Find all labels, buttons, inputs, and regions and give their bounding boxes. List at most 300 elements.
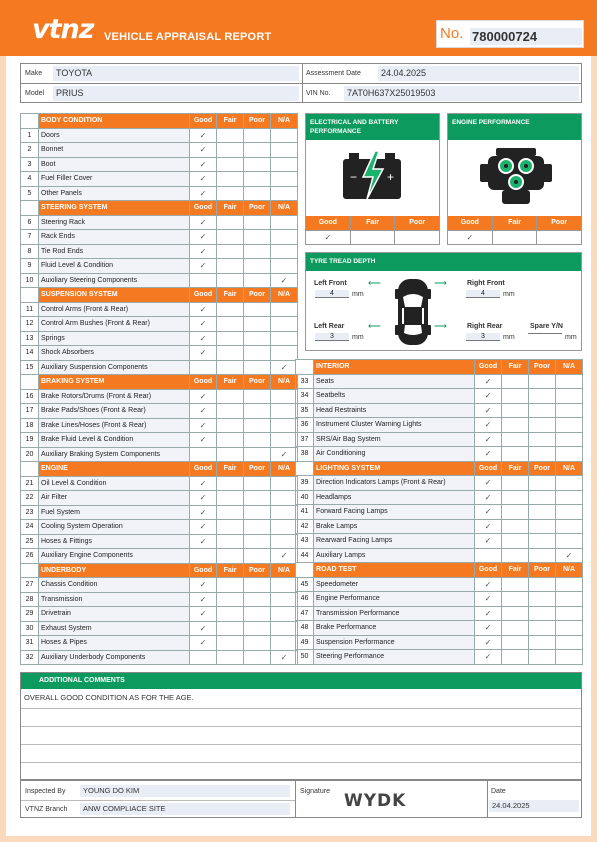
rating-checkbox-fair[interactable] — [217, 621, 244, 636]
rating-checkbox-fair[interactable] — [217, 215, 244, 230]
rating-checkbox-n-a[interactable] — [556, 374, 583, 389]
rating-checkbox-poor[interactable] — [244, 317, 271, 332]
rating-checkbox-good[interactable]: ✓ — [190, 636, 217, 651]
rating-checkbox-good[interactable]: ✓ — [475, 577, 502, 592]
rating-checkbox-good[interactable] — [475, 548, 502, 563]
footer-divider — [487, 781, 488, 817]
rating-checkbox-n-a[interactable] — [271, 259, 298, 274]
rating-checkbox-poor[interactable] — [244, 505, 271, 520]
rating-checkbox-n-a[interactable] — [271, 433, 298, 448]
rating-checkbox-poor[interactable] — [244, 418, 271, 433]
engine-fair-checkbox[interactable] — [493, 231, 538, 244]
left-front-unit: mm — [352, 291, 364, 298]
rating-checkbox-good[interactable]: ✓ — [475, 621, 502, 636]
item-number: 27 — [21, 578, 39, 593]
rating-checkbox-good[interactable]: ✓ — [190, 244, 217, 259]
rating-checkbox-good[interactable] — [190, 273, 217, 288]
rating-checkbox-good[interactable]: ✓ — [475, 432, 502, 447]
item-name: Rack Ends — [39, 230, 190, 245]
checklist-row — [21, 433, 298, 448]
comments-title: ADDITIONAL COMMENTS — [21, 673, 581, 689]
rating-checkbox-fair[interactable] — [217, 302, 244, 317]
rating-checkbox-n-a[interactable] — [271, 172, 298, 187]
left-rear-field[interactable]: 3 — [315, 333, 349, 341]
rating-checkbox-good[interactable]: ✓ — [475, 650, 502, 665]
rating-checkbox-good[interactable]: ✓ — [475, 490, 502, 505]
item-number: 20 — [21, 447, 39, 462]
rating-checkbox-fair[interactable] — [502, 490, 529, 505]
rating-checkbox-poor[interactable] — [244, 186, 271, 201]
rating-checkbox-n-a[interactable] — [556, 519, 583, 534]
item-number: 43 — [296, 534, 314, 549]
rating-checkbox-fair[interactable] — [217, 447, 244, 462]
rating-checkbox-n-a[interactable] — [271, 592, 298, 607]
rating-checkbox-fair[interactable] — [502, 635, 529, 650]
rating-checkbox-fair[interactable] — [217, 317, 244, 332]
rating-checkbox-n-a[interactable] — [271, 607, 298, 622]
checklist-right — [295, 359, 583, 665]
rating-checkbox-poor[interactable] — [244, 346, 271, 361]
section-spacer — [21, 114, 39, 129]
rating-checkbox-n-a[interactable] — [271, 244, 298, 259]
date-field[interactable]: 24.04.2025 — [489, 800, 579, 812]
section-spacer — [21, 462, 39, 477]
rating-checkbox-fair[interactable] — [502, 374, 529, 389]
rating-checkbox-fair[interactable] — [502, 592, 529, 607]
rating-checkbox-good[interactable]: ✓ — [475, 519, 502, 534]
rating-checkbox-poor[interactable] — [244, 476, 271, 491]
rating-checkbox-good[interactable]: ✓ — [190, 302, 217, 317]
rating-checkbox-fair[interactable] — [217, 389, 244, 404]
rating-checkbox-n-a[interactable] — [556, 621, 583, 636]
checklist-row — [21, 389, 298, 404]
rating-checkbox-good[interactable]: ✓ — [190, 172, 217, 187]
engine-good-checkbox[interactable]: ✓ — [448, 231, 493, 244]
rating-checkbox-fair[interactable] — [217, 346, 244, 361]
rating-checkbox-fair[interactable] — [502, 577, 529, 592]
rating-checkbox-n-a[interactable] — [271, 331, 298, 346]
item-name: Steering Performance — [314, 650, 475, 665]
item-number: 24 — [21, 520, 39, 535]
item-name: Seats — [314, 374, 475, 389]
rating-checkbox-good[interactable]: ✓ — [190, 317, 217, 332]
item-number: 49 — [296, 635, 314, 650]
rating-checkbox-poor[interactable] — [529, 592, 556, 607]
item-name: Drivetrain — [39, 607, 190, 622]
rating-checkbox-n-a[interactable] — [271, 636, 298, 651]
rating-checkbox-poor[interactable] — [244, 273, 271, 288]
rating-checkbox-fair[interactable] — [502, 606, 529, 621]
rating-checkbox-n-a[interactable] — [556, 505, 583, 520]
rating-checkbox-fair[interactable] — [217, 186, 244, 201]
spare-field[interactable] — [528, 333, 562, 334]
rating-checkbox-poor[interactable] — [244, 143, 271, 158]
rating-checkbox-poor[interactable] — [529, 621, 556, 636]
rating-checkbox-fair[interactable] — [217, 578, 244, 593]
right-front-field[interactable]: 4 — [466, 290, 500, 298]
rating-checkbox-fair[interactable] — [502, 650, 529, 665]
make-label: Make — [25, 70, 43, 77]
rating-checkbox-n-a[interactable]: ✓ — [271, 650, 298, 665]
item-name: Exhaust System — [39, 621, 190, 636]
checklist-row — [296, 606, 583, 621]
rating-header-fair: Fair — [217, 114, 244, 129]
rating-checkbox-fair[interactable] — [217, 549, 244, 564]
rating-checkbox-good[interactable] — [190, 650, 217, 665]
rating-checkbox-n-a[interactable]: ✓ — [271, 549, 298, 564]
rating-checkbox-n-a[interactable] — [556, 650, 583, 665]
item-number: 23 — [21, 505, 39, 520]
rating-checkbox-fair[interactable] — [217, 592, 244, 607]
rating-checkbox-n-a[interactable] — [556, 432, 583, 447]
rating-checkbox-fair[interactable] — [502, 519, 529, 534]
rating-header-good: Good — [475, 563, 502, 578]
rating-checkbox-n-a[interactable] — [271, 389, 298, 404]
rating-checkbox-fair[interactable] — [217, 520, 244, 535]
rating-checkbox-poor[interactable] — [529, 403, 556, 418]
rating-checkbox-poor[interactable] — [529, 577, 556, 592]
rating-checkbox-n-a[interactable] — [271, 621, 298, 636]
make-field[interactable]: TOYOTA — [53, 66, 299, 81]
rating-checkbox-poor[interactable] — [529, 389, 556, 404]
rating-checkbox-good[interactable]: ✓ — [475, 505, 502, 520]
rating-checkbox-n-a[interactable] — [271, 230, 298, 245]
engine-poor-checkbox[interactable] — [537, 231, 581, 244]
rating-checkbox-fair[interactable] — [217, 491, 244, 506]
rating-checkbox-n-a[interactable]: ✓ — [271, 447, 298, 462]
item-number: 45 — [296, 577, 314, 592]
checklist-row — [21, 549, 298, 564]
left-front-field[interactable]: 4 — [315, 290, 349, 298]
rating-checkbox-n-a[interactable] — [556, 403, 583, 418]
car-top-view-icon — [394, 277, 432, 347]
electrical-good-checkbox[interactable]: ✓ — [306, 231, 351, 244]
rating-checkbox-poor[interactable] — [244, 302, 271, 317]
rating-checkbox-poor[interactable] — [244, 549, 271, 564]
rating-checkbox-good[interactable] — [190, 447, 217, 462]
rating-checkbox-poor[interactable] — [529, 606, 556, 621]
rating-checkbox-good[interactable]: ✓ — [190, 230, 217, 245]
rating-checkbox-good[interactable]: ✓ — [190, 418, 217, 433]
left-front-label: Left Front — [314, 280, 347, 287]
rating-checkbox-n-a[interactable]: ✓ — [271, 360, 298, 375]
rating-checkbox-n-a[interactable] — [271, 186, 298, 201]
rating-checkbox-poor[interactable] — [529, 519, 556, 534]
item-number: 9 — [21, 259, 39, 274]
rating-checkbox-poor[interactable] — [529, 418, 556, 433]
vin-field[interactable]: 7AT0H637X25019503 — [344, 86, 579, 101]
rating-checkbox-n-a[interactable]: ✓ — [556, 548, 583, 563]
rating-checkbox-poor[interactable] — [529, 447, 556, 462]
checklist-row — [21, 317, 298, 332]
checklist-row — [296, 490, 583, 505]
rating-checkbox-poor[interactable] — [244, 259, 271, 274]
rating-checkbox-good[interactable]: ✓ — [190, 404, 217, 419]
checklist-row — [296, 548, 583, 563]
item-number: 19 — [21, 433, 39, 448]
rating-checkbox-n-a[interactable] — [271, 534, 298, 549]
rating-checkbox-good[interactable]: ✓ — [190, 534, 217, 549]
rating-header-poor: Poor — [244, 288, 271, 303]
rating-checkbox-poor[interactable] — [244, 172, 271, 187]
rating-checkbox-poor[interactable] — [529, 476, 556, 491]
rating-checkbox-good[interactable]: ✓ — [190, 621, 217, 636]
rating-checkbox-n-a[interactable] — [271, 143, 298, 158]
rating-checkbox-good[interactable]: ✓ — [475, 534, 502, 549]
rating-checkbox-fair[interactable] — [217, 244, 244, 259]
branch-field[interactable]: ANW COMPLIACE SITE — [80, 803, 290, 815]
item-number: 38 — [296, 447, 314, 462]
rating-checkbox-good[interactable]: ✓ — [190, 143, 217, 158]
rating-checkbox-poor[interactable] — [529, 534, 556, 549]
rating-checkbox-good[interactable]: ✓ — [475, 374, 502, 389]
electrical-poor-checkbox[interactable] — [395, 231, 439, 244]
rating-checkbox-n-a[interactable] — [556, 447, 583, 462]
item-name: Headlamps — [314, 490, 475, 505]
rating-checkbox-good[interactable]: ✓ — [190, 331, 217, 346]
rating-checkbox-poor[interactable] — [244, 491, 271, 506]
item-name: Air Conditioning — [314, 447, 475, 462]
rating-checkbox-poor[interactable] — [244, 534, 271, 549]
checklist-row — [296, 519, 583, 534]
rating-checkbox-good[interactable]: ✓ — [190, 215, 217, 230]
rating-checkbox-poor[interactable] — [244, 433, 271, 448]
rating-checkbox-good[interactable] — [190, 360, 217, 375]
rating-header-poor: Poor — [244, 114, 271, 129]
rating-checkbox-poor[interactable] — [244, 621, 271, 636]
rating-checkbox-n-a[interactable] — [556, 418, 583, 433]
model-label: Model — [25, 90, 45, 97]
item-number: 46 — [296, 592, 314, 607]
rating-checkbox-fair[interactable] — [217, 433, 244, 448]
electrical-fair-header: Fair — [351, 216, 396, 230]
rating-checkbox-fair[interactable] — [217, 331, 244, 346]
item-number: 34 — [296, 389, 314, 404]
rating-checkbox-good[interactable]: ✓ — [190, 433, 217, 448]
rating-header-poor: Poor — [529, 461, 556, 476]
rating-checkbox-poor[interactable] — [244, 157, 271, 172]
section-title: LIGHTING SYSTEM — [314, 461, 475, 476]
rating-checkbox-poor[interactable] — [244, 244, 271, 259]
rating-checkbox-poor[interactable] — [529, 650, 556, 665]
rating-checkbox-fair[interactable] — [217, 273, 244, 288]
rating-checkbox-good[interactable]: ✓ — [190, 346, 217, 361]
rating-checkbox-n-a[interactable] — [271, 404, 298, 419]
rating-checkbox-fair[interactable] — [217, 476, 244, 491]
checklist-row — [296, 621, 583, 636]
rating-header-n-a: N/A — [271, 201, 298, 216]
rating-checkbox-good[interactable]: ✓ — [190, 157, 217, 172]
rating-checkbox-n-a[interactable] — [271, 505, 298, 520]
electrical-fair-checkbox[interactable] — [351, 231, 396, 244]
rating-checkbox-n-a[interactable] — [271, 302, 298, 317]
rating-checkbox-good[interactable]: ✓ — [475, 635, 502, 650]
rating-checkbox-good[interactable] — [190, 549, 217, 564]
comments-text[interactable]: OVERALL GOOD CONDITION AS FOR THE AGE. — [24, 693, 194, 702]
rating-checkbox-poor[interactable] — [529, 505, 556, 520]
rating-checkbox-fair[interactable] — [217, 607, 244, 622]
item-number: 30 — [21, 621, 39, 636]
rating-checkbox-n-a[interactable] — [271, 418, 298, 433]
rating-checkbox-poor[interactable] — [244, 128, 271, 143]
section-title: STEERING SYSTEM — [39, 201, 190, 216]
rating-checkbox-poor[interactable] — [244, 578, 271, 593]
engine-performance-panel — [447, 113, 582, 245]
item-number: 17 — [21, 404, 39, 419]
rating-checkbox-n-a[interactable] — [556, 592, 583, 607]
rating-checkbox-poor[interactable] — [244, 215, 271, 230]
item-number: 3 — [21, 157, 39, 172]
right-front-unit: mm — [503, 291, 515, 298]
section-header-body-condition — [21, 114, 298, 129]
checklist-row — [21, 157, 298, 172]
rating-checkbox-fair[interactable] — [217, 128, 244, 143]
checklist-row — [21, 186, 298, 201]
rating-checkbox-poor[interactable] — [244, 230, 271, 245]
section-spacer — [21, 201, 39, 216]
signature-field[interactable]: WYDK — [344, 791, 407, 811]
rating-checkbox-n-a[interactable] — [271, 346, 298, 361]
rating-checkbox-good[interactable]: ✓ — [190, 607, 217, 622]
checklist-row — [21, 418, 298, 433]
rating-checkbox-n-a[interactable] — [271, 578, 298, 593]
rating-checkbox-fair[interactable] — [217, 404, 244, 419]
rating-checkbox-n-a[interactable] — [556, 476, 583, 491]
rating-checkbox-good[interactable]: ✓ — [475, 389, 502, 404]
rating-checkbox-n-a[interactable] — [556, 577, 583, 592]
rating-checkbox-poor[interactable] — [529, 635, 556, 650]
rating-checkbox-good[interactable]: ✓ — [475, 403, 502, 418]
rating-header-fair: Fair — [217, 288, 244, 303]
rating-checkbox-good[interactable]: ✓ — [190, 592, 217, 607]
rating-checkbox-poor[interactable] — [244, 592, 271, 607]
rating-checkbox-poor[interactable] — [244, 389, 271, 404]
assessment-date-field[interactable]: 24.04.2025 — [378, 66, 579, 81]
rating-checkbox-fair[interactable] — [502, 418, 529, 433]
rating-checkbox-fair[interactable] — [502, 432, 529, 447]
rating-checkbox-good[interactable]: ✓ — [475, 606, 502, 621]
rating-checkbox-fair[interactable] — [502, 505, 529, 520]
section-header-suspension-system — [21, 288, 298, 303]
rating-checkbox-n-a[interactable] — [271, 215, 298, 230]
rating-header-n-a: N/A — [271, 462, 298, 477]
svg-text:+: + — [387, 170, 395, 184]
rating-checkbox-fair[interactable] — [217, 360, 244, 375]
rating-checkbox-fair[interactable] — [217, 650, 244, 665]
rating-checkbox-fair[interactable] — [217, 259, 244, 274]
rating-checkbox-n-a[interactable] — [271, 157, 298, 172]
rating-checkbox-n-a[interactable] — [271, 128, 298, 143]
rating-checkbox-poor[interactable] — [529, 374, 556, 389]
rating-checkbox-good[interactable]: ✓ — [475, 592, 502, 607]
rating-checkbox-fair[interactable] — [502, 548, 529, 563]
section-spacer — [296, 461, 314, 476]
rating-checkbox-n-a[interactable] — [271, 317, 298, 332]
rating-checkbox-poor[interactable] — [529, 490, 556, 505]
inspected-by-field[interactable]: YOUNG DO KIM — [80, 785, 290, 797]
checklist-row — [21, 273, 298, 288]
rating-checkbox-fair[interactable] — [217, 418, 244, 433]
rating-checkbox-n-a[interactable] — [556, 635, 583, 650]
rating-header-n-a: N/A — [556, 461, 583, 476]
checklist-row — [296, 577, 583, 592]
rating-checkbox-fair[interactable] — [502, 534, 529, 549]
rating-checkbox-n-a[interactable] — [556, 490, 583, 505]
rating-checkbox-fair[interactable] — [502, 403, 529, 418]
rating-checkbox-fair[interactable] — [217, 534, 244, 549]
rating-checkbox-poor[interactable] — [244, 636, 271, 651]
rating-checkbox-fair[interactable] — [217, 505, 244, 520]
vin-label: VIN No. — [306, 90, 331, 97]
rating-checkbox-poor[interactable] — [529, 432, 556, 447]
rating-checkbox-fair[interactable] — [502, 389, 529, 404]
checklist-row — [296, 432, 583, 447]
rating-checkbox-fair[interactable] — [502, 447, 529, 462]
rating-checkbox-poor[interactable] — [244, 607, 271, 622]
rating-checkbox-fair[interactable] — [502, 476, 529, 491]
rating-checkbox-fair[interactable] — [217, 157, 244, 172]
rating-checkbox-fair[interactable] — [217, 143, 244, 158]
rating-checkbox-n-a[interactable] — [556, 534, 583, 549]
right-rear-field[interactable]: 3 — [466, 333, 500, 341]
rating-checkbox-good[interactable]: ✓ — [190, 389, 217, 404]
report-number-field[interactable]: 780000724 — [470, 28, 582, 45]
branch-label: VTNZ Branch — [25, 806, 68, 813]
section-title: BRAKING SYSTEM — [39, 375, 190, 390]
rating-checkbox-n-a[interactable]: ✓ — [271, 273, 298, 288]
rating-checkbox-poor[interactable] — [529, 548, 556, 563]
model-field[interactable]: PRIUS — [53, 86, 299, 101]
item-number: 48 — [296, 621, 314, 636]
rating-checkbox-n-a[interactable] — [556, 606, 583, 621]
item-number: 37 — [296, 432, 314, 447]
rating-checkbox-good[interactable]: ✓ — [190, 476, 217, 491]
rating-checkbox-poor[interactable] — [244, 650, 271, 665]
rating-checkbox-poor[interactable] — [244, 447, 271, 462]
rating-checkbox-n-a[interactable] — [271, 476, 298, 491]
rating-checkbox-fair[interactable] — [217, 172, 244, 187]
engine-fair-header: Fair — [493, 216, 538, 230]
rating-checkbox-poor[interactable] — [244, 331, 271, 346]
rating-checkbox-fair[interactable] — [502, 621, 529, 636]
item-number: 15 — [21, 360, 39, 375]
checklist-row — [21, 215, 298, 230]
checklist-row — [21, 607, 298, 622]
electrical-rating-header — [306, 216, 439, 230]
rating-checkbox-fair[interactable] — [217, 230, 244, 245]
rating-header-poor: Poor — [529, 563, 556, 578]
rating-checkbox-poor[interactable] — [244, 520, 271, 535]
rating-checkbox-good[interactable]: ✓ — [475, 476, 502, 491]
rating-checkbox-good[interactable]: ✓ — [475, 418, 502, 433]
rating-checkbox-good[interactable]: ✓ — [190, 520, 217, 535]
rating-checkbox-good[interactable]: ✓ — [190, 578, 217, 593]
rating-checkbox-good[interactable]: ✓ — [190, 128, 217, 143]
rating-checkbox-good[interactable]: ✓ — [190, 491, 217, 506]
rating-checkbox-fair[interactable] — [217, 636, 244, 651]
rating-checkbox-poor[interactable] — [244, 404, 271, 419]
rating-checkbox-good[interactable]: ✓ — [190, 259, 217, 274]
rating-checkbox-n-a[interactable] — [271, 520, 298, 535]
rating-checkbox-good[interactable]: ✓ — [475, 447, 502, 462]
rating-checkbox-good[interactable]: ✓ — [190, 186, 217, 201]
rating-checkbox-n-a[interactable] — [271, 491, 298, 506]
rating-checkbox-poor[interactable] — [244, 360, 271, 375]
checklist-row — [21, 346, 298, 361]
rating-checkbox-n-a[interactable] — [556, 389, 583, 404]
rating-checkbox-good[interactable]: ✓ — [190, 505, 217, 520]
rating-header-fair: Fair — [502, 563, 529, 578]
